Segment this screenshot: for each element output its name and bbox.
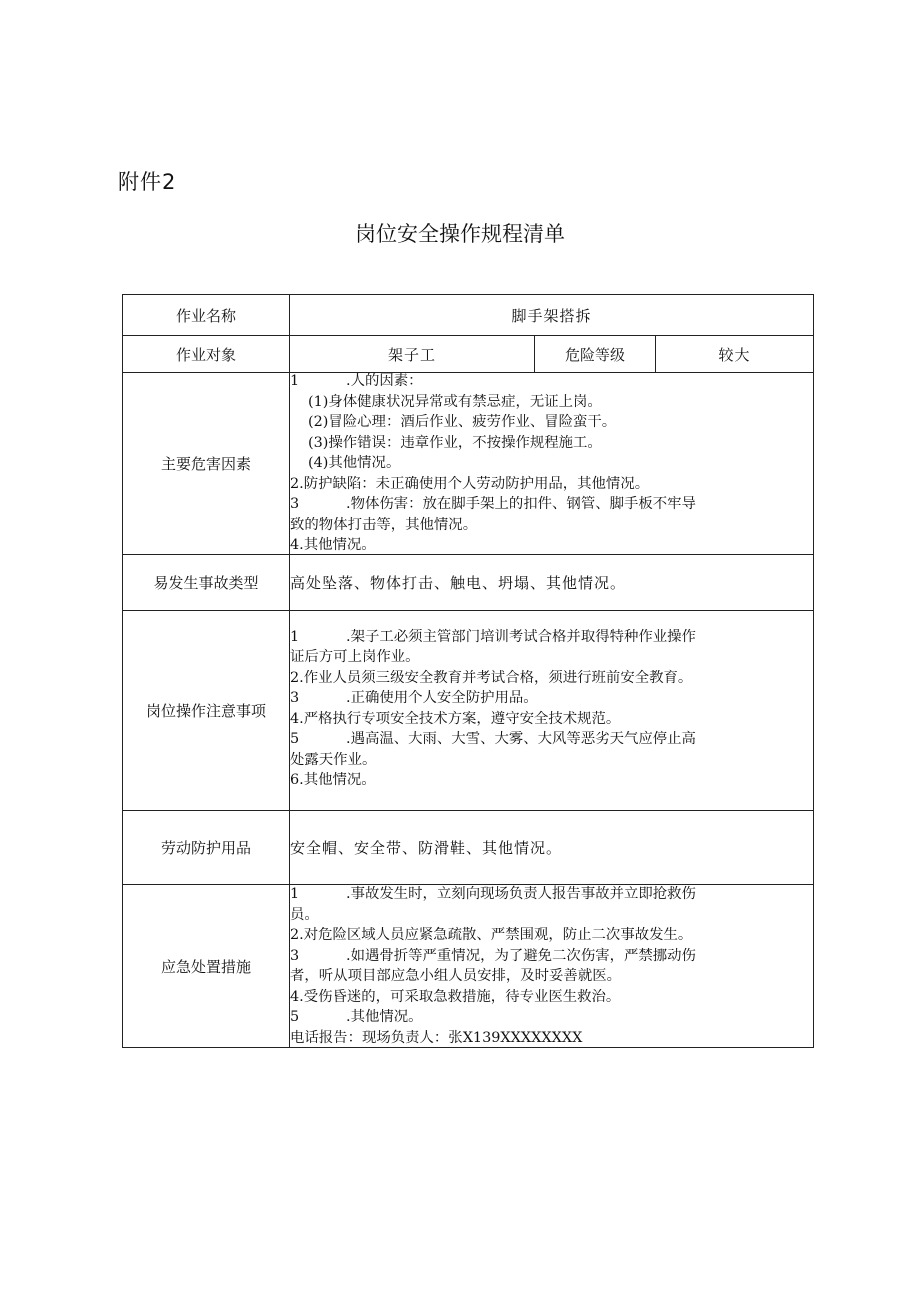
hazard-line-1-text: .人的因素：: [346, 373, 423, 389]
precaution-line-4-text: .正确使用个人安全防护用品。: [346, 690, 538, 706]
safety-procedure-table: [122, 294, 814, 1048]
emergency-line-4-text: .如遇骨折等严重情况，为了避免二次伤害，严禁挪动伤: [346, 947, 696, 964]
hazard-line-8: 致的物体打击等，其他情况。: [290, 516, 478, 533]
row-ppe: [123, 811, 814, 885]
precaution-line-8: 6.其他情况。: [290, 772, 376, 788]
hazard-line-7-number: 3: [290, 496, 300, 512]
precaution-line-6-text: .遇高温、大雨、大雪、大雾、大风等恶劣天气应停止高: [346, 731, 696, 747]
ppe-label: 劳动防护用品: [123, 811, 290, 885]
row-job-target: [123, 336, 814, 373]
emergency-line-3: 2.对危险区域人员应紧急疏散、严禁围观，防止二次事故发生。: [290, 927, 693, 943]
hazards-label: 主要危害因素: [123, 373, 290, 555]
emergency-line-4-number: 3: [290, 947, 300, 964]
emergency-line-7-text: .其他情况。: [346, 1009, 423, 1025]
emergency-line-6: 4.受伤昏迷的，可采取急救措施，待专业医生救治。: [290, 988, 621, 1005]
precautions-cell: [290, 611, 814, 811]
emergency-cell: [290, 885, 814, 1048]
precaution-line-4: [290, 688, 813, 709]
job-target-value: 架子工: [290, 336, 535, 373]
job-name-label: 作业名称: [123, 295, 290, 336]
hazards-content: [290, 371, 813, 552]
emergency-line-1-text: .事故发生时，立刻向现场负责人报告事故并立即抢救伤: [346, 886, 696, 902]
precautions-label: 岗位操作注意事项: [123, 611, 290, 811]
document-title: 岗位安全操作规程清单: [355, 222, 565, 246]
row-job-name: [123, 295, 814, 336]
precautions-content: [290, 627, 813, 795]
risk-level-label: 危险等级: [535, 336, 656, 373]
hazard-line-9: 4.其他情况。: [290, 537, 376, 552]
precaution-line-1-number: 1: [290, 628, 300, 645]
emergency-line-2: 员。: [290, 906, 319, 923]
emergency-content: [290, 884, 813, 1046]
hazard-line-4: (3)操作错误：违章作业，不按操作规程施工。: [308, 434, 602, 451]
emergency-line-4: [290, 946, 813, 967]
precaution-line-3: 2.作业人员须三级安全教育并考试合格，须进行班前安全教育。: [290, 669, 693, 686]
emergency-line-7-number: 5: [290, 1009, 300, 1025]
job-target-label: 作业对象: [123, 336, 290, 373]
precaution-line-4-number: 3: [290, 690, 300, 706]
accidents-value: 高处坠落、物体打击、触电、坍塌、其他情况。: [290, 555, 814, 611]
precaution-line-5: 4.严格执行专项安全技术方案，遵守安全技术规范。: [290, 710, 621, 727]
risk-level-value: 较大: [656, 336, 814, 373]
row-precautions: [123, 611, 814, 811]
row-accidents: [123, 555, 814, 611]
hazard-line-1: [290, 371, 813, 392]
hazard-line-6: 2.防护缺陷：未正确使用个人劳动防护用品，其他情况。: [290, 475, 650, 492]
accidents-label: 易发生事故类型: [123, 555, 290, 611]
emergency-line-5: 者，听从项目部应急小组人员安排，及时妥善就医。: [290, 968, 621, 984]
ppe-value: 安全帽、安全带、防滑鞋、其他情况。: [290, 811, 814, 885]
precaution-line-6: [290, 729, 813, 750]
emergency-label: 应急处置措施: [123, 885, 290, 1048]
hazard-line-5: (4)其他情况。: [308, 455, 401, 471]
hazard-line-7-text: .物体伤害：放在脚手架上的扣件、钢管、脚手板不牢导: [346, 496, 696, 512]
precaution-line-7: 处露天作业。: [290, 751, 377, 768]
emergency-line-7: [290, 1007, 813, 1028]
precaution-line-1-text: .架子工必须主管部门培训考试合格并取得特种作业操作: [346, 628, 696, 645]
hazard-line-1-number: 1: [290, 373, 300, 389]
hazard-line-3: (2)冒险心理：酒后作业、疲劳作业、冒险蛮干。: [308, 414, 617, 430]
row-hazards: [123, 373, 814, 555]
job-name-value: 脚手架搭拆: [290, 295, 814, 336]
precaution-line-6-number: 5: [290, 731, 300, 747]
precaution-line-1: [290, 627, 813, 648]
hazard-line-7: [290, 494, 813, 515]
attachment-label: 附件2: [118, 170, 177, 194]
emergency-line-1: [290, 884, 813, 905]
emergency-line-8: 电话报告：现场负责人：张X139XXXXXXXX: [290, 1029, 583, 1046]
hazards-cell: [290, 373, 814, 555]
emergency-line-1-number: 1: [290, 886, 300, 902]
hazard-line-2: (1)身体健康状况异常或有禁忌症，无证上岗。: [308, 393, 602, 410]
row-emergency: [123, 885, 814, 1048]
precaution-line-2: 证后方可上岗作业。: [290, 649, 420, 665]
